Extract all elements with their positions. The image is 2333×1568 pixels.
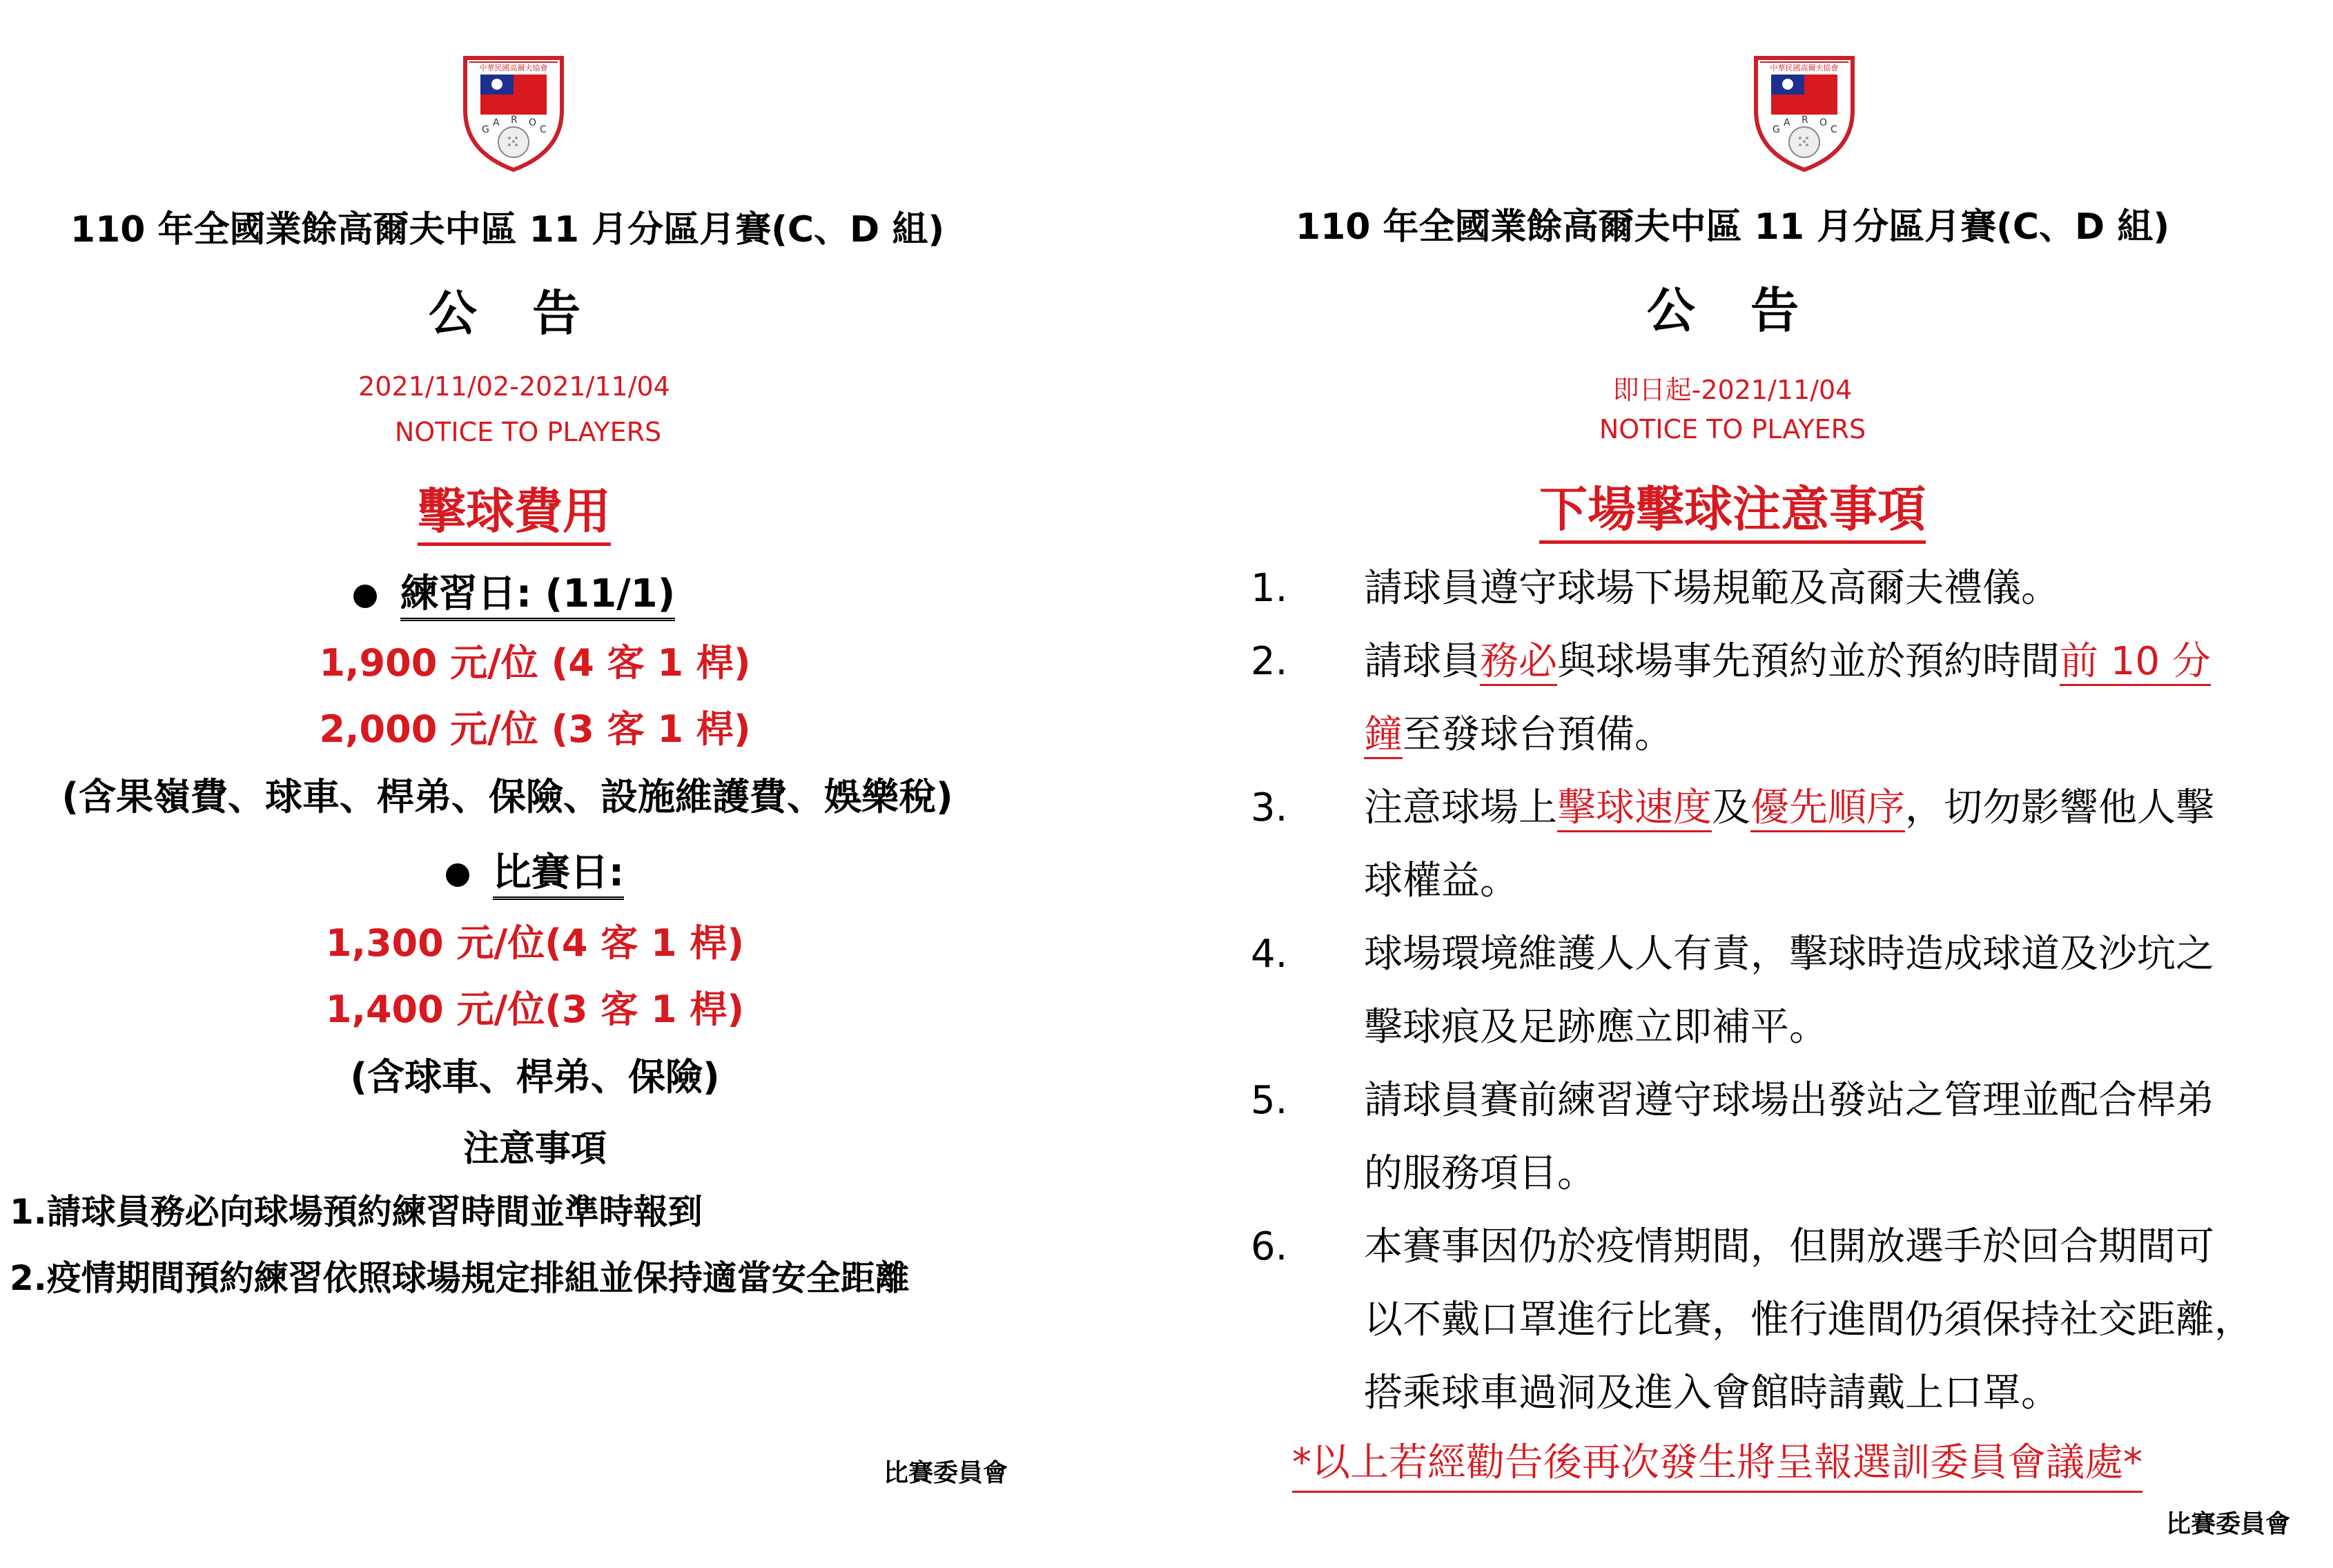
- emphasis-text: 優先順序: [1750, 785, 1905, 832]
- note-item: 1.請球員務必向球場預約練習時間並準時報到: [10, 1192, 703, 1232]
- practice-day-line: [0, 563, 1028, 618]
- svg-text:A: A: [493, 117, 500, 128]
- svg-text:O: O: [529, 117, 537, 128]
- left-page: [0, 0, 1166, 1568]
- bullet-icon: [446, 863, 469, 887]
- page-title: 110 年全國業餘高爾夫中區 11 月分區月賽(C、D 組): [1295, 206, 2170, 248]
- svg-text:C: C: [1831, 124, 1837, 135]
- signature: 比賽委員會: [2166, 1510, 2291, 1538]
- svg-text:R: R: [511, 115, 518, 126]
- price-line: 1,400 元/位(3 客 1 桿): [325, 988, 745, 1031]
- notice-to-players: NOTICE TO PLAYERS: [394, 417, 662, 447]
- bullet-icon: [353, 585, 377, 608]
- warning-note: *以上若經勸告後再次發生將呈報選訓委員會議處*: [1292, 1435, 2142, 1493]
- emphasis-text: 前 10 分: [2060, 639, 2211, 686]
- svg-text:G: G: [1773, 124, 1780, 135]
- right-page: 中華民國高爾夫協會 G A R O C 110 年全國業餘高爾夫中區 11 月分區月賽(C、D 組) 公 告 即日起-2021/11/04 NOTICE TO PLAYERS 下場擊球注意事項 1. 請球員遵守球場下場規範及高爾夫禮儀。 2. 請球員務必與球場事先預約並於預約時間前 10 分 鐘至發球台預備。 3. 注意球場上擊球速度及優先順序，切勿影響他人擊 球權益。 4. 球場環境維護人人有責，擊球時造成球道及沙坑之 擊球痕及足跡應立即補平。 5. 請球員賽前練習遵守球場出發站之管理並配合桿弟 的服務項目。 6. 本賽事因仍於疫情期間，但開放選手於回合期間可 以不戴口罩進行比賽，惟行進間仍須保持社交距離， 搭乘球車過洞及進入會館時請戴上口罩。 *以上若經勸告後再次發生將呈報選訓委員會議處* 比賽委員會: [1166, 0, 2333, 1568]
- emblem-org-text: 中華民國高爾夫協會: [1770, 63, 1839, 72]
- emphasis-text: 擊球速度: [1557, 785, 1712, 832]
- price-line: 1,300 元/位(4 客 1 桿): [325, 921, 745, 965]
- price-line: 1,900 元/位 (4 客 1 桿): [319, 641, 751, 685]
- date-range: 2021/11/02-2021/11/04: [358, 371, 670, 402]
- match-day-label: 比賽日:: [493, 850, 624, 900]
- announcement-title: 公 告: [428, 285, 601, 342]
- price-line: 2,000 元/位 (3 客 1 桿): [319, 707, 751, 751]
- garoc-emblem-icon: [456, 48, 572, 174]
- garoc-emblem-icon: [1746, 48, 1862, 174]
- svg-text:C: C: [540, 124, 547, 135]
- signature: 比賽委員會: [884, 1459, 1008, 1487]
- page-title: 110 年全國業餘高爾夫中區 11 月分區月賽(C、D 組): [70, 209, 945, 251]
- section-heading: 擊球費用: [418, 483, 611, 546]
- note-item: 2.疫情期間預約練習依照球場規定排組並保持適當安全距離: [10, 1258, 910, 1298]
- practice-day-label: 練習日: (11/1): [400, 571, 675, 621]
- match-fee-includes: (含球車、桿弟、保險): [350, 1055, 720, 1099]
- match-day-line: [0, 842, 1070, 897]
- emblem-org-text: 中華民國高爾夫協會: [479, 63, 548, 72]
- notes-title: 注意事項: [462, 1128, 607, 1170]
- svg-text:G: G: [482, 124, 489, 135]
- section-heading: 下場擊球注意事項: [1539, 481, 1926, 544]
- svg-text:R: R: [1802, 115, 1808, 126]
- practice-fee-includes: (含果嶺費、球車、桿弟、保險、設施維護費、娛樂稅): [61, 775, 953, 819]
- svg-text:O: O: [1819, 117, 1828, 128]
- svg-text:A: A: [1784, 117, 1790, 128]
- notice-to-players: NOTICE TO PLAYERS: [1599, 414, 1866, 444]
- emphasis-text: 鐘: [1364, 712, 1403, 759]
- date-range: 即日起-2021/11/04: [1612, 375, 1853, 405]
- emphasis-text: 務必: [1480, 639, 1557, 686]
- announcement-title: 公 告: [1646, 282, 1819, 339]
